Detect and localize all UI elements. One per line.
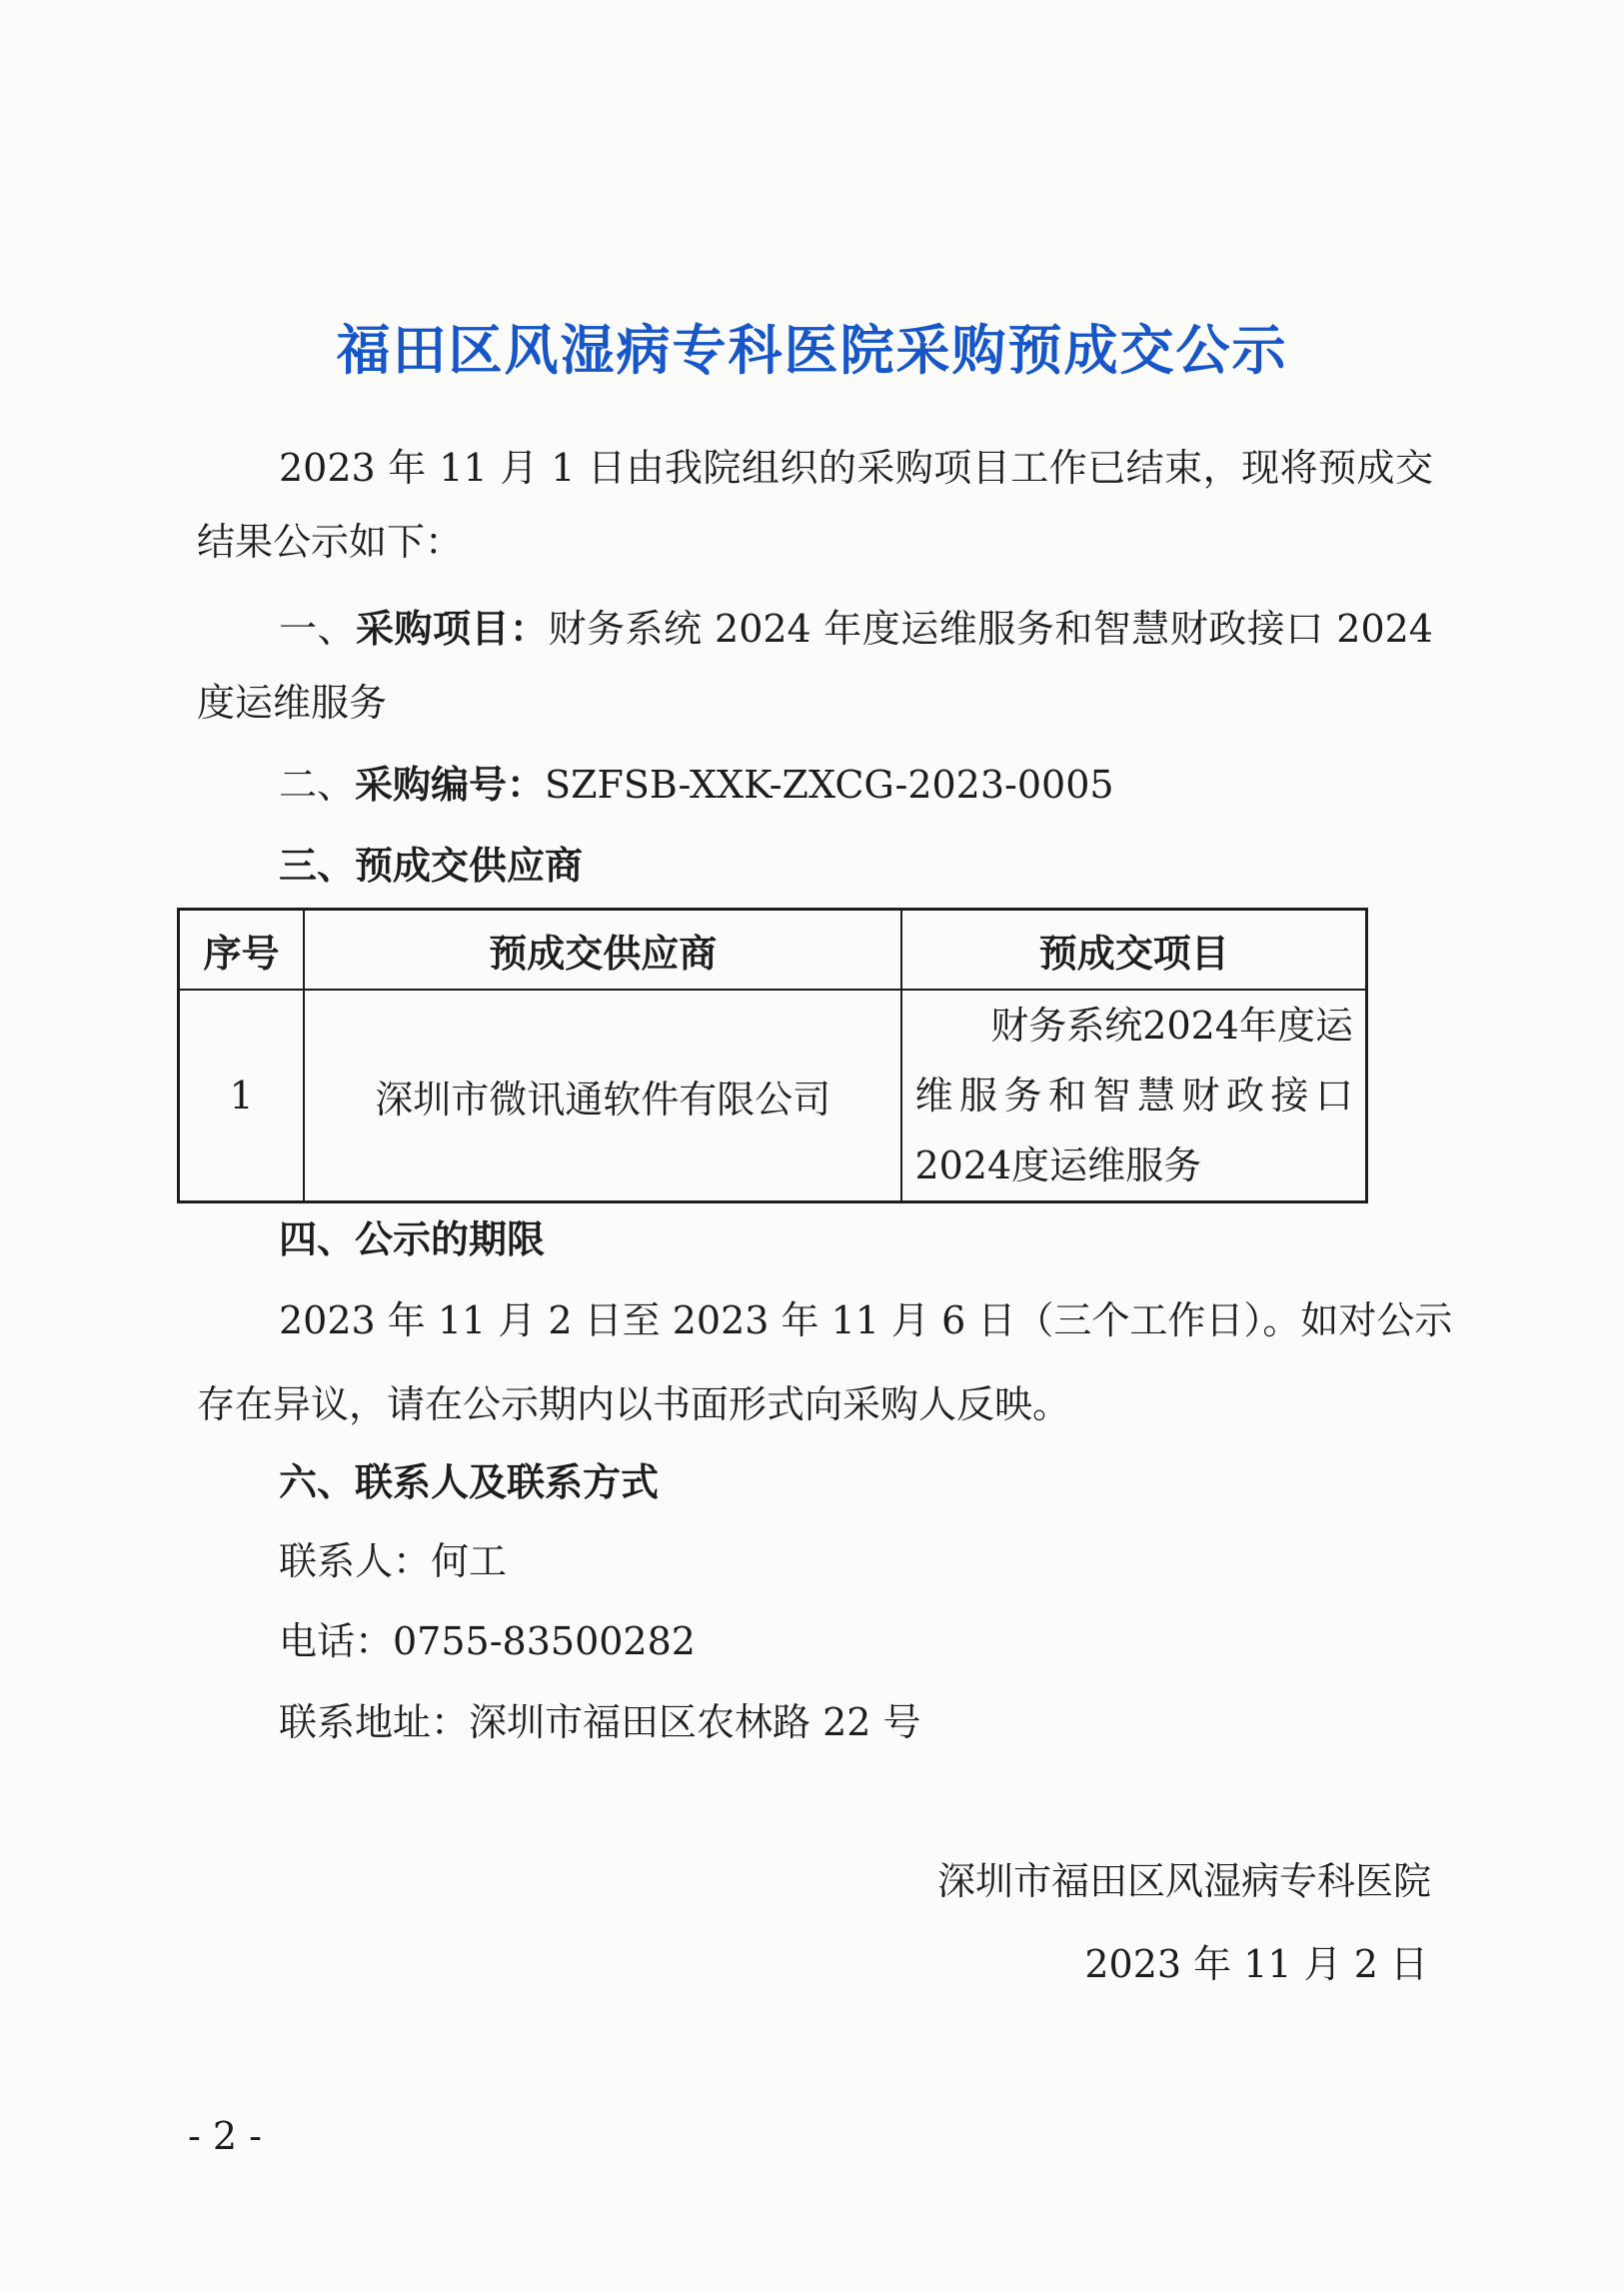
signature-date: 2023 年 11 月 2 日: [1084, 1942, 1428, 1986]
cell-item-line2: 维服务和智慧财政接口: [914, 1074, 1353, 1118]
table-row: [179, 990, 1367, 1202]
signature-org: 深圳市福田区风湿病专科医院: [936, 1859, 1431, 1903]
header-seq: 序号: [179, 910, 305, 991]
section1-label: 采购项目：: [356, 607, 549, 651]
section3-heading: 三、预成交供应商: [279, 844, 584, 888]
cell-seq: 1: [179, 990, 305, 1202]
intro-line-1: 2023 年 11 月 1 日由我院组织的采购项目工作已结束，现将预成交: [279, 446, 1433, 490]
section1-prefix: 一、: [279, 607, 356, 651]
section-procurement-number: [279, 760, 1114, 810]
contact-phone: 电话：0755-83500282: [279, 1619, 696, 1663]
section4-text-line1: 2023 年 11 月 2 日至 2023 年 11 月 6 日（三个工作日）。如对公示: [279, 1298, 1453, 1342]
supplier-table: [177, 908, 1368, 1203]
header-item: 预成交项目: [901, 910, 1366, 991]
contact-address: 联系地址：深圳市福田区农林路 22 号: [279, 1700, 921, 1744]
cell-item: [901, 990, 1366, 1202]
section2-value: SZFSB-XXK-ZXCG-2023-0005: [545, 763, 1114, 807]
cell-supplier: 深圳市微讯通软件有限公司: [304, 990, 901, 1202]
contact-person: 联系人：何工: [279, 1539, 508, 1583]
cell-item-line1: 财务系统2024年度运: [990, 1004, 1353, 1048]
header-supplier: 预成交供应商: [304, 910, 901, 991]
table-header-row: [179, 910, 1367, 991]
section4-heading: 四、公示的期限: [279, 1217, 546, 1261]
section2-prefix: 二、: [279, 763, 356, 807]
section4-text-line2: 存在异议，请在公示期内以书面形式向采购人反映。: [197, 1382, 1071, 1426]
section-procurement-item: [279, 604, 1433, 654]
section1-value-line1: 财务系统 2024 年度运维服务和智慧财政接口 2024: [548, 607, 1433, 651]
intro-line-2: 结果公示如下：: [197, 520, 464, 564]
page-number: - 2 -: [188, 2114, 263, 2158]
section1-value-line2: 度运维服务: [197, 681, 388, 725]
cell-item-line3: 2024度运维服务: [914, 1144, 1202, 1187]
section6-heading: 六、联系人及联系方式: [279, 1460, 660, 1504]
section2-label: 采购编号：: [355, 763, 546, 807]
document-title: 福田区风湿病专科医院采购预成交公示: [336, 319, 1288, 382]
